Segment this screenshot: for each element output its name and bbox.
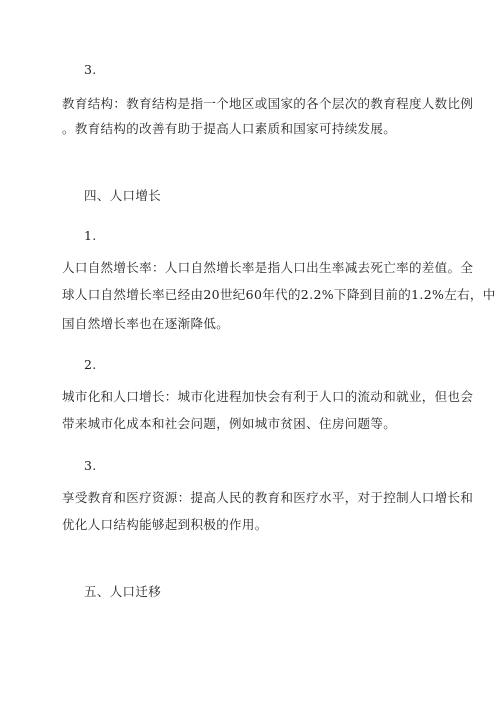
paragraph-line: 国自然增长率也在逐渐降低。 [62, 316, 230, 331]
paragraph-line: 。教育结构的改善有助于提高人口素质和国家可持续发展。 [62, 121, 397, 136]
paragraph-line: 教育结构：教育结构是指一个地区或国家的各个层次的教育程度人数比例 [62, 96, 474, 111]
item-number: 2. [84, 357, 97, 372]
section-heading: 四、人口增长 [84, 188, 162, 203]
item-number: 3. [84, 62, 97, 77]
paragraph-line: 优化人口结构能够起到积极的作用。 [62, 517, 268, 532]
item-number: 1. [84, 228, 97, 243]
paragraph-line: 城市化和人口增长：城市化进程加快会有利于人口的流动和就业，但也会 [62, 389, 474, 404]
section-heading: 五、人口迁移 [84, 584, 162, 599]
paragraph-line: 享受教育和医疗资源：提高人民的教育和医疗水平，对于控制人口增长和 [62, 490, 474, 505]
paragraph-line: 人口自然增长率：人口自然增长率是指人口出生率减去死亡率的差值。全 [62, 260, 474, 275]
item-number: 3. [84, 458, 97, 473]
paragraph-line: 带来城市化成本和社会问题，例如城市贫困、住房问题等。 [62, 416, 397, 431]
paragraph-line: 球人口自然增长率已经由20世纪60年代的2.2%下降到目前的1.2%左右，中 [62, 287, 496, 302]
